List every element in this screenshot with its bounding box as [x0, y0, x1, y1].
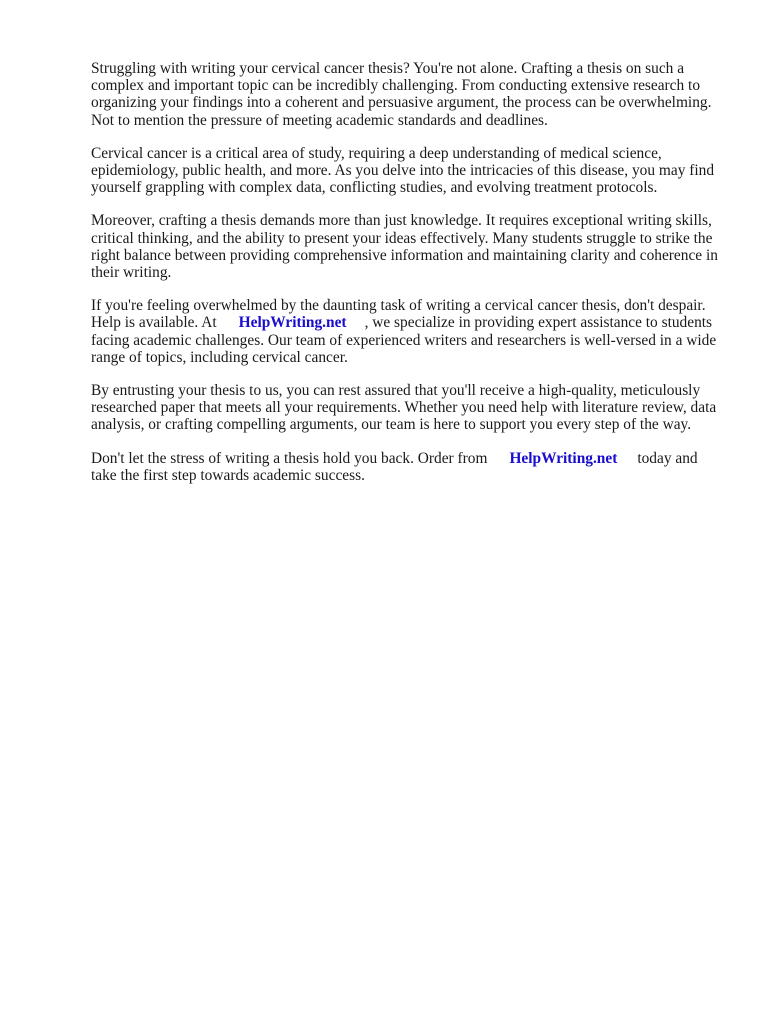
paragraph-skills: [91, 212, 731, 281]
text-fragment: Help is available. At: [91, 314, 217, 332]
helpwriting-link[interactable]: HelpWriting.net: [509, 449, 618, 467]
paragraph-intro: [91, 60, 731, 129]
text-line: analysis, or crafting compelling arguments, our team is here to support you every step of the way.: [91, 416, 692, 434]
paragraph-trust: [91, 382, 731, 434]
text-line: yourself grappling with complex data, conflicting studies, and evolving treatment protocols.: [91, 179, 658, 197]
document-body: [91, 60, 731, 500]
text-line: If you're feeling overwhelmed by the daunting task of writing a cervical cancer thesis, don't despair.: [91, 297, 706, 315]
text-line: complex and important topic can be incredibly challenging. From conducting extensive research to: [91, 77, 701, 95]
paragraph-help: [91, 297, 731, 366]
text-line: By entrusting your thesis to us, you can rest assured that you'll receive a high-quality, meticulously: [91, 382, 701, 400]
text-fragment: today and: [637, 449, 698, 467]
text-line: researched paper that meets all your requirements. Whether you need help with literature review, data: [91, 399, 717, 417]
helpwriting-link[interactable]: HelpWriting.net: [238, 314, 347, 332]
paragraph-call-to-action: [91, 450, 731, 484]
text-line: their writing.: [91, 264, 172, 282]
text-line: right balance between providing comprehensive information and maintaining clarity and coherence in: [91, 246, 718, 264]
text-line: Not to mention the pressure of meeting academic standards and deadlines.: [91, 111, 548, 129]
text-fragment: Don't let the stress of writing a thesis hold you back. Order from: [91, 449, 488, 467]
text-line: organizing your findings into a coherent and persuasive argument, the process can be overwhelming.: [91, 94, 712, 112]
text-line: facing academic challenges. Our team of experienced writers and researchers is well-versed in a wide: [91, 331, 717, 349]
text-fragment: , we specialize in providing expert assistance to students: [364, 314, 713, 332]
paragraph-topic: [91, 145, 731, 197]
text-line: critical thinking, and the ability to present your ideas effectively. Many students struggle to strike the: [91, 229, 713, 247]
text-line-with-link: [91, 450, 731, 467]
text-line: take the first step towards academic success.: [91, 466, 365, 484]
text-line: Moreover, crafting a thesis demands more than just knowledge. It requires exceptional writing skills,: [91, 212, 712, 230]
text-line: Cervical cancer is a critical area of study, requiring a deep understanding of medical science,: [91, 144, 662, 162]
text-line: range of topics, including cervical cancer.: [91, 348, 348, 366]
text-line-with-link: [91, 314, 731, 331]
text-line: Struggling with writing your cervical cancer thesis? You're not alone. Crafting a thesis on such a: [91, 60, 685, 77]
text-line: epidemiology, public health, and more. As you delve into the intricacies of this disease, you may find: [91, 162, 715, 180]
